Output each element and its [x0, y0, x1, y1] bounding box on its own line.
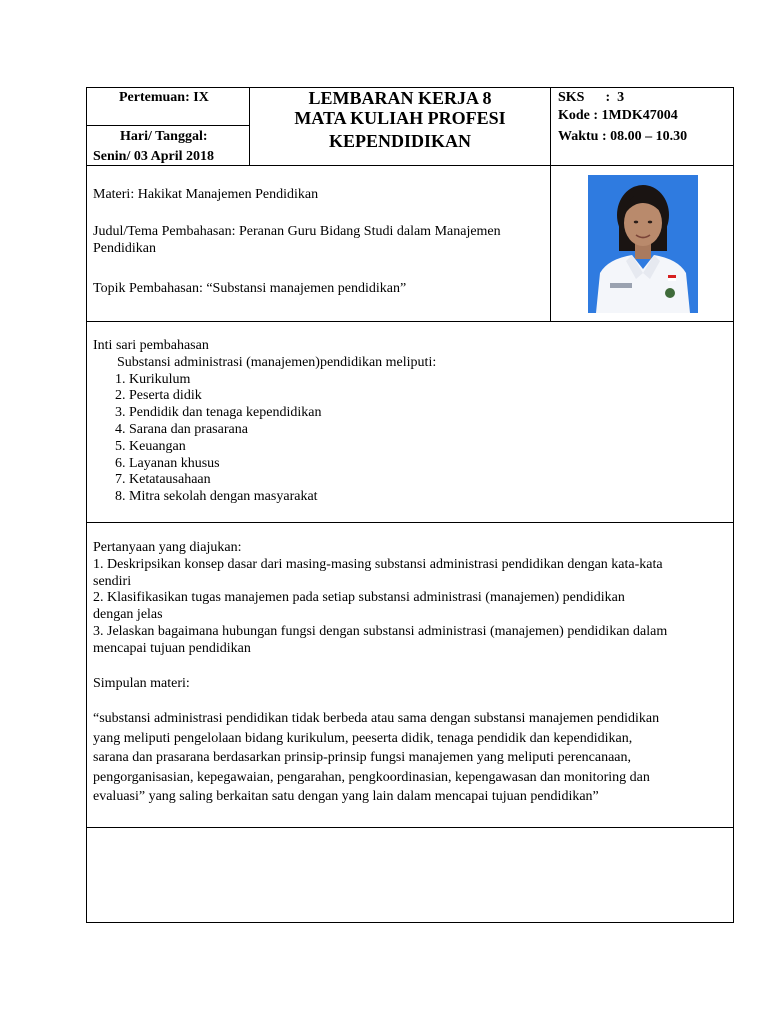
simpulan-line: pengorganisasian, kepegawaian, pengarahan, pengkoordinasian, kepengawasan dan monitoring dan — [93, 769, 650, 785]
header-bottom-line — [86, 165, 734, 166]
pertanyaan-section — [93, 540, 729, 658]
intisari-heading: Inti sari pembahasan — [93, 338, 209, 353]
intisari-bottom-line — [86, 522, 734, 523]
student-portrait-image — [588, 175, 698, 313]
pertanyaan-line: 3. Jelaskan bagaimana hubungan fungsi dengan substansi administrasi (manajemen) pendidikan dalam — [93, 623, 668, 639]
materi-text: Materi: Hakikat Manajemen Pendidikan — [93, 187, 319, 202]
header-divider-right — [550, 87, 551, 166]
worksheet-title-line-3: KEPENDIDIKAN — [328, 131, 471, 151]
content-bottom-line — [86, 827, 734, 828]
list-item: 2. Peserta didik — [115, 388, 202, 404]
list-item: 8. Mitra sekolah dengan masyarakat — [115, 489, 318, 505]
intisari-intro: Substansi administrasi (manajemen)pendidikan meliputi: — [117, 354, 437, 370]
list-item: 7. Ketatausahaan — [115, 472, 211, 488]
worksheet-title-line-2: MATA KULIAH PROFESI — [294, 108, 506, 128]
simpulan-text — [93, 709, 725, 807]
list-item: 6. Layanan khusus — [115, 455, 220, 471]
pertanyaan-heading: Pertanyaan yang diajukan: — [93, 540, 242, 555]
intisari-section — [93, 338, 713, 506]
list-item: 5. Keuangan — [115, 438, 186, 454]
info-bottom-line — [86, 321, 734, 322]
info-photo-divider — [550, 165, 551, 322]
substansi-list — [93, 372, 713, 506]
pertemuan-label: Pertemuan: IX — [119, 90, 209, 105]
pertanyaan-line: mencapai tujuan pendidikan — [93, 640, 251, 656]
list-item: 4. Sarana dan prasarana — [115, 421, 248, 437]
worksheet-title-line-1: LEMBARAN KERJA 8 — [308, 88, 492, 108]
hari-tanggal-label: Hari/ Tanggal: — [120, 129, 208, 144]
simpulan-line: sarana dan prasarana berdasarkan prinsip-prinsip fungsi manajemen yang meliputi perencanaan, — [93, 750, 632, 765]
header-left-split — [86, 125, 250, 126]
waktu-value: Waktu : 08.00 – 10.30 — [558, 129, 688, 144]
simpulan-heading: Simpulan materi: — [93, 676, 190, 691]
topik-text: Topik Pembahasan: “Substansi manajemen pendidikan” — [93, 281, 407, 296]
judul-text-line-1: Judul/Tema Pembahasan: Peranan Guru Bidang Studi dalam Manajemen — [93, 224, 501, 239]
pertanyaan-line: dengan jelas — [93, 607, 163, 623]
list-item: 3. Pendidik dan tenaga kependidikan — [115, 405, 322, 421]
sks-value: SKS : 3 — [558, 90, 625, 105]
judul-text-line-2: Pendidikan — [93, 241, 156, 256]
hari-tanggal-value: Senin/ 03 April 2018 — [93, 149, 214, 164]
pertanyaan-line: 2. Klasifikasikan tugas manajemen pada setiap substansi administrasi (manajemen) pendidikan — [93, 590, 625, 606]
simpulan-line: yang meliputi pengelolaan bidang kurikulum, peeserta didik, tenaga pendidik dan kependidikan, — [93, 730, 633, 746]
kode-value: Kode : 1MDK47004 — [558, 108, 678, 123]
list-item: 1. Kurikulum — [115, 371, 191, 387]
pertanyaan-line: sendiri — [93, 573, 132, 589]
simpulan-line: “substansi administrasi pendidikan tidak berbeda atau sama dengan substansi manajemen pendidikan — [93, 711, 660, 726]
simpulan-line: evaluasi” yang saling berkaitan satu dengan yang lain dalam mencapai tujuan pendidikan” — [93, 789, 599, 804]
pertanyaan-line: 1. Deskripsikan konsep dasar dari masing-masing substansi administrasi pendidikan dengan kata-kata — [93, 556, 663, 572]
student-photo — [588, 175, 698, 313]
